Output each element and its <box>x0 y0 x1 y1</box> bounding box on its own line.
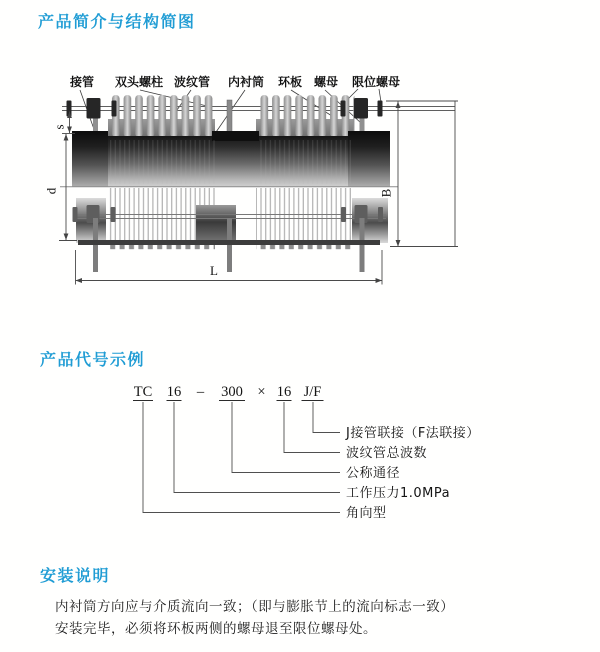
label-bowenguan: 波纹管 <box>173 75 211 89</box>
code-callouts <box>345 425 480 521</box>
label-huanban: 环板 <box>277 75 303 89</box>
label-luomu: 螺母 <box>313 75 339 89</box>
structure-diagram <box>40 62 470 310</box>
center-ring-plate <box>227 100 232 136</box>
callout-pressure: 工作压力1.0MPa <box>346 486 451 501</box>
product-code-example <box>100 378 500 528</box>
dim-s: s <box>51 124 67 130</box>
dimension-lines <box>44 101 459 285</box>
dim-d: d <box>43 187 59 195</box>
installation-note-line: 内衬筒方向应与介质流向一致；（即与膨胀节上的流向标志一致） <box>55 599 455 615</box>
code-seg-times: × <box>257 384 266 400</box>
bellows-fins-right <box>259 95 355 136</box>
end-pipe-right <box>348 131 390 187</box>
code-seg-pressure: 16 <box>166 384 182 400</box>
section-title-product-intro: 产品简介与结构简图 <box>38 12 196 31</box>
diagram-part-labels <box>69 74 400 89</box>
code-seg-type: TC <box>133 384 153 400</box>
bellows-top <box>108 95 355 137</box>
installation-note-line: 安装完毕，必须将环板两侧的螺母退至限位螺母处。 <box>55 621 377 637</box>
code-seg-waves: 16 <box>276 384 292 400</box>
callout-connection: J接管联接（F法联接） <box>346 426 480 441</box>
code-seg-connection: J/F <box>303 384 322 400</box>
callout-diameter: 公称通径 <box>346 466 401 481</box>
label-xianwei-luomu: 限位螺母 <box>351 75 401 89</box>
code-seg-dash: – <box>196 384 205 400</box>
callout-type: 角向型 <box>346 506 387 521</box>
joint-body-upper <box>72 131 390 187</box>
code-connector-lines <box>143 402 340 513</box>
dim-l: L <box>210 263 218 278</box>
installation-notes <box>55 596 555 640</box>
callout-waves: 波纹管总波数 <box>346 446 428 461</box>
dim-b: B <box>378 188 394 198</box>
joint-body-lower <box>73 188 389 272</box>
section-title-product-code: 产品代号示例 <box>40 350 146 369</box>
code-segments <box>134 384 322 400</box>
label-shuangtouluozhu: 双头螺柱 <box>114 75 164 89</box>
bellows-fins-left <box>110 95 215 136</box>
code-seg-diameter: 300 <box>221 384 243 400</box>
inner-liner <box>212 131 259 141</box>
label-jieguan: 接管 <box>69 75 95 89</box>
section-title-installation: 安装说明 <box>40 566 111 585</box>
end-pipe-left <box>72 131 108 187</box>
label-neichentong: 内衬筒 <box>227 75 265 89</box>
